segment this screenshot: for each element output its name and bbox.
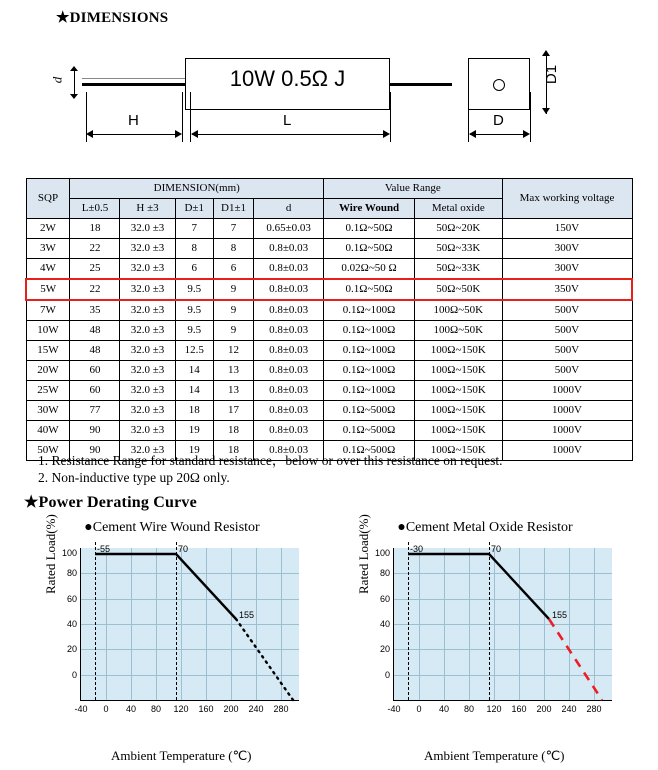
cell-l: 60 bbox=[70, 381, 120, 401]
note-2: 2. Non-inductive type up 20Ω only. bbox=[38, 470, 230, 485]
th-h: H ±3 bbox=[120, 199, 175, 219]
cell-metal: 100Ω~150K bbox=[415, 361, 502, 381]
label-d1: D1 bbox=[543, 64, 561, 85]
cell-sqp: 20W bbox=[26, 361, 70, 381]
chart1-ylabel-60: 60 bbox=[66, 594, 77, 604]
cell-h: 32.0 ±3 bbox=[120, 421, 175, 441]
cell-d1a: 18 bbox=[175, 401, 213, 421]
d1-arrow-up-icon bbox=[542, 50, 550, 56]
chart1-xlabel-160: 160 bbox=[198, 704, 214, 714]
cell-wire: 0.1Ω~100Ω bbox=[324, 321, 415, 341]
cell-metal: 100Ω~150K bbox=[415, 441, 502, 461]
chart2-ylabel-20: 20 bbox=[379, 644, 390, 654]
cell-sqp: 7W bbox=[26, 300, 70, 321]
cell-h: 32.0 ±3 bbox=[120, 259, 175, 280]
chart1-ylabel-80: 80 bbox=[66, 568, 77, 578]
chart1-curve bbox=[81, 548, 299, 700]
cell-d: 0.8±0.03 bbox=[254, 421, 324, 441]
cell-sqp: 2W bbox=[26, 219, 70, 239]
cell-wire: 0.1Ω~500Ω bbox=[324, 421, 415, 441]
l-dimension-line bbox=[192, 134, 388, 135]
table-row bbox=[26, 259, 632, 280]
cell-sqp: 4W bbox=[26, 259, 70, 280]
d-arrow-right-icon bbox=[523, 130, 530, 138]
l-arrow-right-icon bbox=[383, 130, 390, 138]
table-row bbox=[26, 219, 632, 239]
chart-wire-wound bbox=[22, 514, 322, 763]
cell-d1b: 9 bbox=[213, 321, 253, 341]
cell-d1a: 12.5 bbox=[175, 341, 213, 361]
cell-wire: 0.02Ω~50 Ω bbox=[324, 259, 415, 280]
cell-d1a: 9.5 bbox=[175, 300, 213, 321]
chart2-annot-minus30: -30 bbox=[410, 544, 424, 554]
cell-metal: 50Ω~33K bbox=[415, 239, 502, 259]
cell-d1a: 8 bbox=[175, 239, 213, 259]
chart2-annot-155: 155 bbox=[552, 610, 568, 620]
h-arrow-right-icon bbox=[175, 130, 182, 138]
cell-sqp: 10W bbox=[26, 321, 70, 341]
cell-d: 0.8±0.03 bbox=[254, 381, 324, 401]
chart2-xlabel-120: 120 bbox=[486, 704, 502, 714]
chart2-axis-title-x: Ambient Temperature (℃) bbox=[424, 748, 565, 763]
end-view-hole-icon bbox=[493, 79, 505, 91]
table-body bbox=[26, 219, 632, 461]
lead-wire-right bbox=[390, 83, 452, 86]
cell-d1b: 8 bbox=[213, 239, 253, 259]
chart1-xlabel-80: 80 bbox=[150, 704, 161, 714]
lead-wire-left bbox=[82, 83, 185, 86]
cell-volt: 1000V bbox=[502, 401, 632, 421]
cell-metal: 100Ω~50K bbox=[415, 321, 502, 341]
chart2-xlabel-40: 40 bbox=[438, 704, 449, 714]
d-small-dimension-line bbox=[74, 70, 75, 96]
dimensions-heading: ★DIMENSIONS bbox=[56, 10, 169, 26]
cell-d1a: 19 bbox=[175, 421, 213, 441]
cell-d1a: 9.5 bbox=[175, 321, 213, 341]
chart1-annot-minus55: -55 bbox=[97, 544, 111, 554]
chart2-xlabel-200: 200 bbox=[536, 704, 552, 714]
th-wire-wound: Wire Wound bbox=[324, 199, 415, 219]
d-small-arrow-down-icon bbox=[70, 94, 78, 99]
label-d: D bbox=[493, 112, 504, 129]
cell-d1b: 17 bbox=[213, 401, 253, 421]
cell-volt: 300V bbox=[502, 259, 632, 280]
power-derating-heading: ★Power Derating Curve bbox=[24, 494, 197, 511]
cell-volt: 150V bbox=[502, 219, 632, 239]
label-h: H bbox=[128, 112, 139, 129]
cell-metal: 50Ω~20K bbox=[415, 219, 502, 239]
d-arrow-left-icon bbox=[469, 130, 476, 138]
th-value-range-group: Value Range bbox=[324, 179, 502, 199]
table-row bbox=[26, 361, 632, 381]
cell-volt: 1000V bbox=[502, 421, 632, 441]
cell-d1b: 18 bbox=[213, 441, 253, 461]
th-d-big: D±1 bbox=[175, 199, 213, 219]
chart1-ylabel-0: 0 bbox=[71, 670, 77, 680]
cell-metal: 100Ω~150K bbox=[415, 401, 502, 421]
cell-volt: 500V bbox=[502, 341, 632, 361]
cell-d1b: 13 bbox=[213, 361, 253, 381]
h-dimension-line bbox=[88, 134, 180, 135]
cell-wire: 0.1Ω~50Ω bbox=[324, 239, 415, 259]
cell-l: 35 bbox=[70, 300, 120, 321]
cell-l: 90 bbox=[70, 421, 120, 441]
cell-d1b: 12 bbox=[213, 341, 253, 361]
cell-d: 0.8±0.03 bbox=[254, 361, 324, 381]
cell-sqp: 3W bbox=[26, 239, 70, 259]
cell-d: 0.8±0.03 bbox=[254, 321, 324, 341]
cell-wire: 0.1Ω~100Ω bbox=[324, 361, 415, 381]
h-tick-right bbox=[182, 92, 183, 142]
l-tick-right bbox=[390, 92, 391, 142]
cell-wire: 0.1Ω~50Ω bbox=[324, 279, 415, 300]
chart1-xlabel-120: 120 bbox=[173, 704, 189, 714]
chart1-axis-title-y: Rated Load(%) bbox=[43, 514, 58, 594]
chart2-ylabel-40: 40 bbox=[379, 619, 390, 629]
label-d-small: d bbox=[49, 76, 65, 84]
cell-d: 0.8±0.03 bbox=[254, 239, 324, 259]
th-sqp: SQP bbox=[26, 179, 70, 219]
chart1-xlabel-0: 0 bbox=[103, 704, 109, 714]
cell-d1b: 18 bbox=[213, 421, 253, 441]
cell-wire: 0.1Ω~500Ω bbox=[324, 441, 415, 461]
cell-l: 77 bbox=[70, 401, 120, 421]
chart-metal-oxide bbox=[335, 514, 635, 763]
cell-h: 32.0 ±3 bbox=[120, 219, 175, 239]
th-d-small: d bbox=[254, 199, 324, 219]
table-row bbox=[26, 381, 632, 401]
cell-wire: 0.1Ω~500Ω bbox=[324, 401, 415, 421]
cell-d: 0.8±0.03 bbox=[254, 279, 324, 300]
table-row bbox=[26, 239, 632, 259]
cell-d1b: 6 bbox=[213, 259, 253, 280]
cell-d1a: 14 bbox=[175, 361, 213, 381]
cell-volt: 1000V bbox=[502, 381, 632, 401]
chart2-axis-title-y: Rated Load(%) bbox=[356, 514, 371, 594]
chart2-xlabel-240: 240 bbox=[561, 704, 577, 714]
cell-sqp: 50W bbox=[26, 441, 70, 461]
th-metal-oxide: Metal oxide bbox=[415, 199, 502, 219]
cell-wire: 0.1Ω~50Ω bbox=[324, 219, 415, 239]
cell-h: 32.0 ±3 bbox=[120, 239, 175, 259]
table-row bbox=[26, 341, 632, 361]
cell-metal: 100Ω~150K bbox=[415, 421, 502, 441]
table-row bbox=[26, 279, 632, 300]
th-dimension-group: DIMENSION(mm) bbox=[70, 179, 324, 199]
cell-h: 32.0 ±3 bbox=[120, 361, 175, 381]
cell-metal: 100Ω~150K bbox=[415, 381, 502, 401]
chart2-xlabel-m40: -40 bbox=[387, 704, 401, 714]
cell-h: 32.0 ±3 bbox=[120, 321, 175, 341]
cell-d: 0.8±0.03 bbox=[254, 300, 324, 321]
cell-volt: 500V bbox=[502, 321, 632, 341]
cell-l: 25 bbox=[70, 259, 120, 280]
cell-d: 0.8±0.03 bbox=[254, 341, 324, 361]
chart1-annot-155: 155 bbox=[239, 610, 255, 620]
notes-block bbox=[38, 452, 502, 486]
th-d1: D1±1 bbox=[213, 199, 253, 219]
cell-l: 22 bbox=[70, 239, 120, 259]
chart1-axis-title-x: Ambient Temperature (℃) bbox=[111, 748, 252, 763]
cell-wire: 0.1Ω~100Ω bbox=[324, 381, 415, 401]
chart2-xlabel-80: 80 bbox=[463, 704, 474, 714]
chart1-annot-70: 70 bbox=[178, 544, 189, 554]
chart2-ylabel-60: 60 bbox=[379, 594, 390, 604]
cell-d: 0.8±0.03 bbox=[254, 401, 324, 421]
table-header-row-1 bbox=[26, 179, 632, 199]
chart1-ylabel-40: 40 bbox=[66, 619, 77, 629]
chart1-xlabel-m40: -40 bbox=[74, 704, 88, 714]
table-row bbox=[26, 401, 632, 421]
cell-d1b: 9 bbox=[213, 279, 253, 300]
label-l: L bbox=[283, 112, 292, 129]
chart1-xlabel-40: 40 bbox=[125, 704, 136, 714]
cell-metal: 100Ω~150K bbox=[415, 341, 502, 361]
d-dimension-line bbox=[470, 134, 528, 135]
d1-arrow-down-icon bbox=[542, 108, 550, 114]
th-max-working-voltage: Max working voltage bbox=[502, 179, 632, 219]
cell-d: 0.8±0.03 bbox=[254, 441, 324, 461]
cell-d1a: 9.5 bbox=[175, 279, 213, 300]
cell-volt: 300V bbox=[502, 239, 632, 259]
chart2-ylabel-80: 80 bbox=[379, 568, 390, 578]
cell-metal: 50Ω~33K bbox=[415, 259, 502, 280]
cell-d1a: 19 bbox=[175, 441, 213, 461]
chart2-ylabel-0: 0 bbox=[384, 670, 390, 680]
cell-d: 0.8±0.03 bbox=[254, 259, 324, 280]
cell-h: 32.0 ±3 bbox=[120, 279, 175, 300]
l-arrow-left-icon bbox=[191, 130, 198, 138]
cell-l: 22 bbox=[70, 279, 120, 300]
cell-h: 32.0 ±3 bbox=[120, 401, 175, 421]
chart2-xlabel-280: 280 bbox=[586, 704, 602, 714]
specification-table bbox=[25, 178, 633, 461]
chart1-ylabel-20: 20 bbox=[66, 644, 77, 654]
cell-h: 32.0 ±3 bbox=[120, 300, 175, 321]
th-l: L±0.5 bbox=[70, 199, 120, 219]
resistor-marking-text: 10W 0.5Ω J bbox=[229, 66, 346, 91]
table-row bbox=[26, 421, 632, 441]
cell-d1a: 6 bbox=[175, 259, 213, 280]
cell-sqp: 5W bbox=[26, 279, 70, 300]
cell-d1b: 7 bbox=[213, 219, 253, 239]
cell-metal: 100Ω~50K bbox=[415, 300, 502, 321]
chart-wire-wound-title: ●Cement Wire Wound Resistor bbox=[84, 520, 260, 535]
cell-volt: 350V bbox=[502, 279, 632, 300]
cell-l: 48 bbox=[70, 341, 120, 361]
note-1: 1. Resistance Range for standard resistance，below or over this resistance on request. bbox=[38, 453, 503, 468]
cell-d1a: 14 bbox=[175, 381, 213, 401]
cell-h: 32.0 ±3 bbox=[120, 381, 175, 401]
chart2-xlabel-0: 0 bbox=[416, 704, 422, 714]
cell-metal: 50Ω~50K bbox=[415, 279, 502, 300]
cell-d1b: 9 bbox=[213, 300, 253, 321]
chart2-xlabel-160: 160 bbox=[511, 704, 527, 714]
dimension-drawing bbox=[30, 48, 630, 163]
cell-sqp: 25W bbox=[26, 381, 70, 401]
chart2-curve bbox=[394, 548, 612, 700]
table-row bbox=[26, 321, 632, 341]
cell-l: 60 bbox=[70, 361, 120, 381]
chart1-xlabel-200: 200 bbox=[223, 704, 239, 714]
cell-d: 0.65±0.03 bbox=[254, 219, 324, 239]
cell-sqp: 30W bbox=[26, 401, 70, 421]
cell-d1b: 13 bbox=[213, 381, 253, 401]
cell-volt: 1000V bbox=[502, 441, 632, 461]
chart2-ylabel-100: 100 bbox=[374, 548, 390, 558]
chart1-ylabel-100: 100 bbox=[61, 548, 77, 558]
h-arrow-left-icon bbox=[86, 130, 93, 138]
cell-l: 18 bbox=[70, 219, 120, 239]
cell-l: 48 bbox=[70, 321, 120, 341]
chart1-xlabel-240: 240 bbox=[248, 704, 264, 714]
cell-d1a: 7 bbox=[175, 219, 213, 239]
cell-h: 32.0 ±3 bbox=[120, 441, 175, 461]
cell-wire: 0.1Ω~100Ω bbox=[324, 341, 415, 361]
chart2-annot-70: 70 bbox=[491, 544, 502, 554]
cell-wire: 0.1Ω~100Ω bbox=[324, 300, 415, 321]
d-small-arrow-up-icon bbox=[70, 66, 78, 71]
cell-volt: 500V bbox=[502, 300, 632, 321]
lead-wire-left-thin bbox=[82, 78, 185, 79]
cell-volt: 500V bbox=[502, 361, 632, 381]
table-row bbox=[26, 300, 632, 321]
cell-l: 90 bbox=[70, 441, 120, 461]
cell-sqp: 15W bbox=[26, 341, 70, 361]
cell-sqp: 40W bbox=[26, 421, 70, 441]
d-tick-right bbox=[530, 92, 531, 142]
chart-metal-oxide-title: ●Cement Metal Oxide Resistor bbox=[397, 520, 573, 535]
chart1-xlabel-280: 280 bbox=[273, 704, 289, 714]
cell-h: 32.0 ±3 bbox=[120, 341, 175, 361]
